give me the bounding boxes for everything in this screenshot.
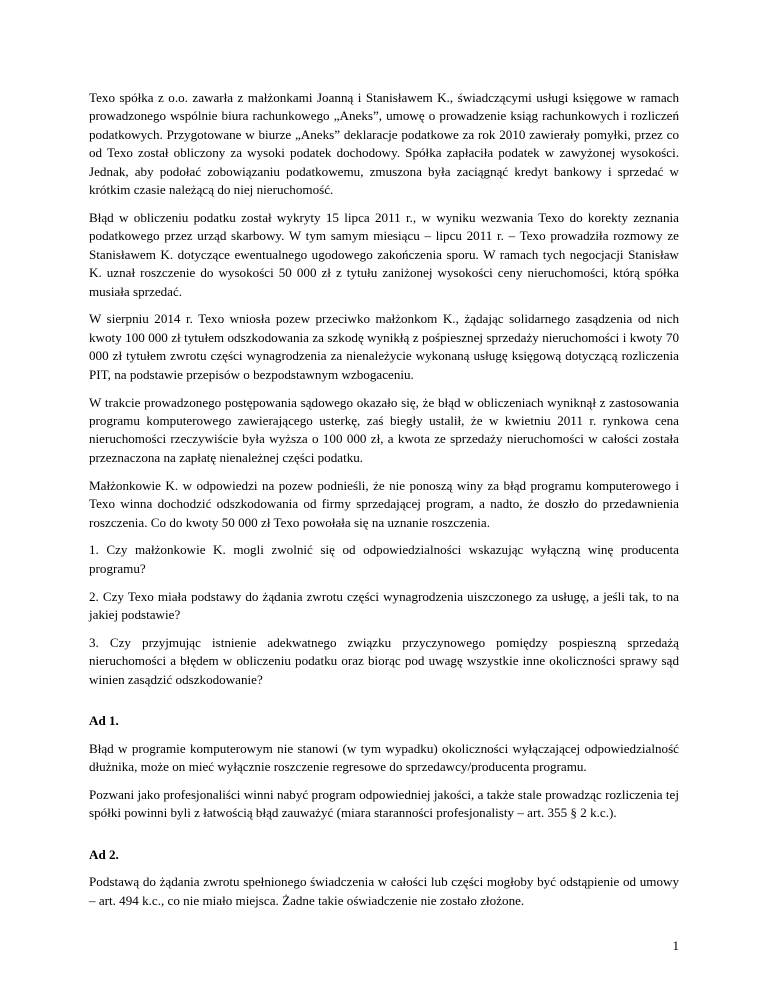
ad1-paragraph-2: Pozwani jako profesjonaliści winni nabyć program odpowiedniej jakości, a także stale prowadząc rozliczenia tej spółki powinni byli z łatwością błąd zauważyć (miara staranności profesjonalisty – art. 355 § 2 k.c.). — [89, 787, 679, 821]
ad2-heading: Ad 2. — [89, 846, 119, 862]
ad2-paragraph-1: Podstawą do żądania zwrotu spełnionego świadczenia w całości lub części mogłoby być odstąpienie od umowy – art. 494 k.c., co nie miało miejsca. Żadne takie oświadczenie nie zostało złożone. — [89, 874, 679, 908]
question-3: 3. Czy przyjmując istnienie adekwatnego związku przyczynowego pomiędzy pospieszną sprzedażą nieruchomości a błędem w obliczeniu podatku oraz biorąc pod uwagę wszystkie inne okoliczności sprawy sąd winien zasądzić odszkodowanie? — [89, 635, 679, 687]
intro-paragraph-5: Małżonkowie K. w odpowiedzi na pozew podnieśli, że nie ponoszą winy za błąd programu komputerowego i Texo winna dochodzić odszkodowania od firmy sprzedającej program, a nadto, że doszło do przedawnienia roszczenia. Co do kwoty 50 000 zł Texo powołała się na uznanie roszczenia. — [89, 477, 679, 530]
question-2: 2. Czy Texo miała podstawy do żądania zwrotu części wynagrodzenia uiszczonego za usługę, a jeśli tak, to na jakiej podstawie? — [89, 588, 679, 623]
intro-paragraph-4: W trakcie prowadzonego postępowania sądowego okazało się, że błąd w obliczeniach wyniknął z zastosowania programu komputerowego zawierającego usterkę, zaś biegły ustalił, że w kwietniu 2011 r. rynkowa cena nieruchomości rzeczywiście była wyższa o 100 000 zł, a kwota ze sprzedaży nieruchomości w całości została przeznaczona na zapłatę nienależnej części podatku. — [89, 394, 679, 465]
ad1-paragraph-1: Błąd w programie komputerowym nie stanowi (w tym wypadku) okoliczności wyłączającej odpowiedzialność dłużnika, może on mieć wyłącznie roszczenie regresowe do sprzedawcy/producenta programu. — [89, 740, 679, 775]
page-number: 1 — [672, 938, 679, 953]
intro-paragraph-3: W sierpniu 2014 r. Texo wniosła pozew przeciwko małżonkom K., żądając solidarnego zasądzenia od nich kwoty 100 000 zł tytułem odszkodowania za szkodę wynikłą z pośpiesznej sprzedaży nieruchomości i kwoty 70 000 zł tytułem zwrotu części wynagrodzenia za nienależycie wykonaną usługę księgową dotyczącą rozliczenia PIT, na podstawie przepisów o bezpodstawnym wzbogaceniu. — [89, 311, 679, 382]
intro-paragraph-1: Texo spółka z o.o. zawarła z małżonkami Joanną i Stanisławem K., świadczącymi usługi księgowe w ramach prowadzonego wspólnie biura rachunkowego „Aneks”, umowę o prowadzenie ksiąg rachunkowych i rozliczeń podatkowych. Przygotowane w biurze „Aneks” deklaracje podatkowe za rok 2010 zawierały pomyłki, przez co od Texo został obliczony za wysoki podatek dochodowy. Spółka zapłaciła podatek w zawyżonej wysokości. Jednak, aby podołać zobowiązaniu podatkowemu, zmuszona była zaciągnąć kredyt bankowy i sprzedać w krótkim czasie należącą do niej nieruchomość. — [89, 90, 679, 198]
ad1-heading: Ad 1. — [89, 713, 119, 729]
question-1: 1. Czy małżonkowie K. mogli zwolnić się od odpowiedzialności wskazując wyłączną winę producenta programu? — [89, 542, 679, 576]
intro-paragraph-2: Błąd w obliczeniu podatku został wykryty 15 lipca 2011 r., w wyniku wezwania Texo do korekty zeznania podatkowego przez urząd skarbowy. W tym samym miesiącu – lipcu 2011 r. – Texo prowadziła rozmowy ze Stanisławem K. dotyczące ewentualnego ugodowego zakończenia sporu. W ramach tych negocjacji Stanisław K. uznał roszczenie do wysokości 50 000 zł z tytułu zaniżonej wysokości ceny nieruchomości, którą spółka musiała sprzedać. — [89, 209, 679, 299]
